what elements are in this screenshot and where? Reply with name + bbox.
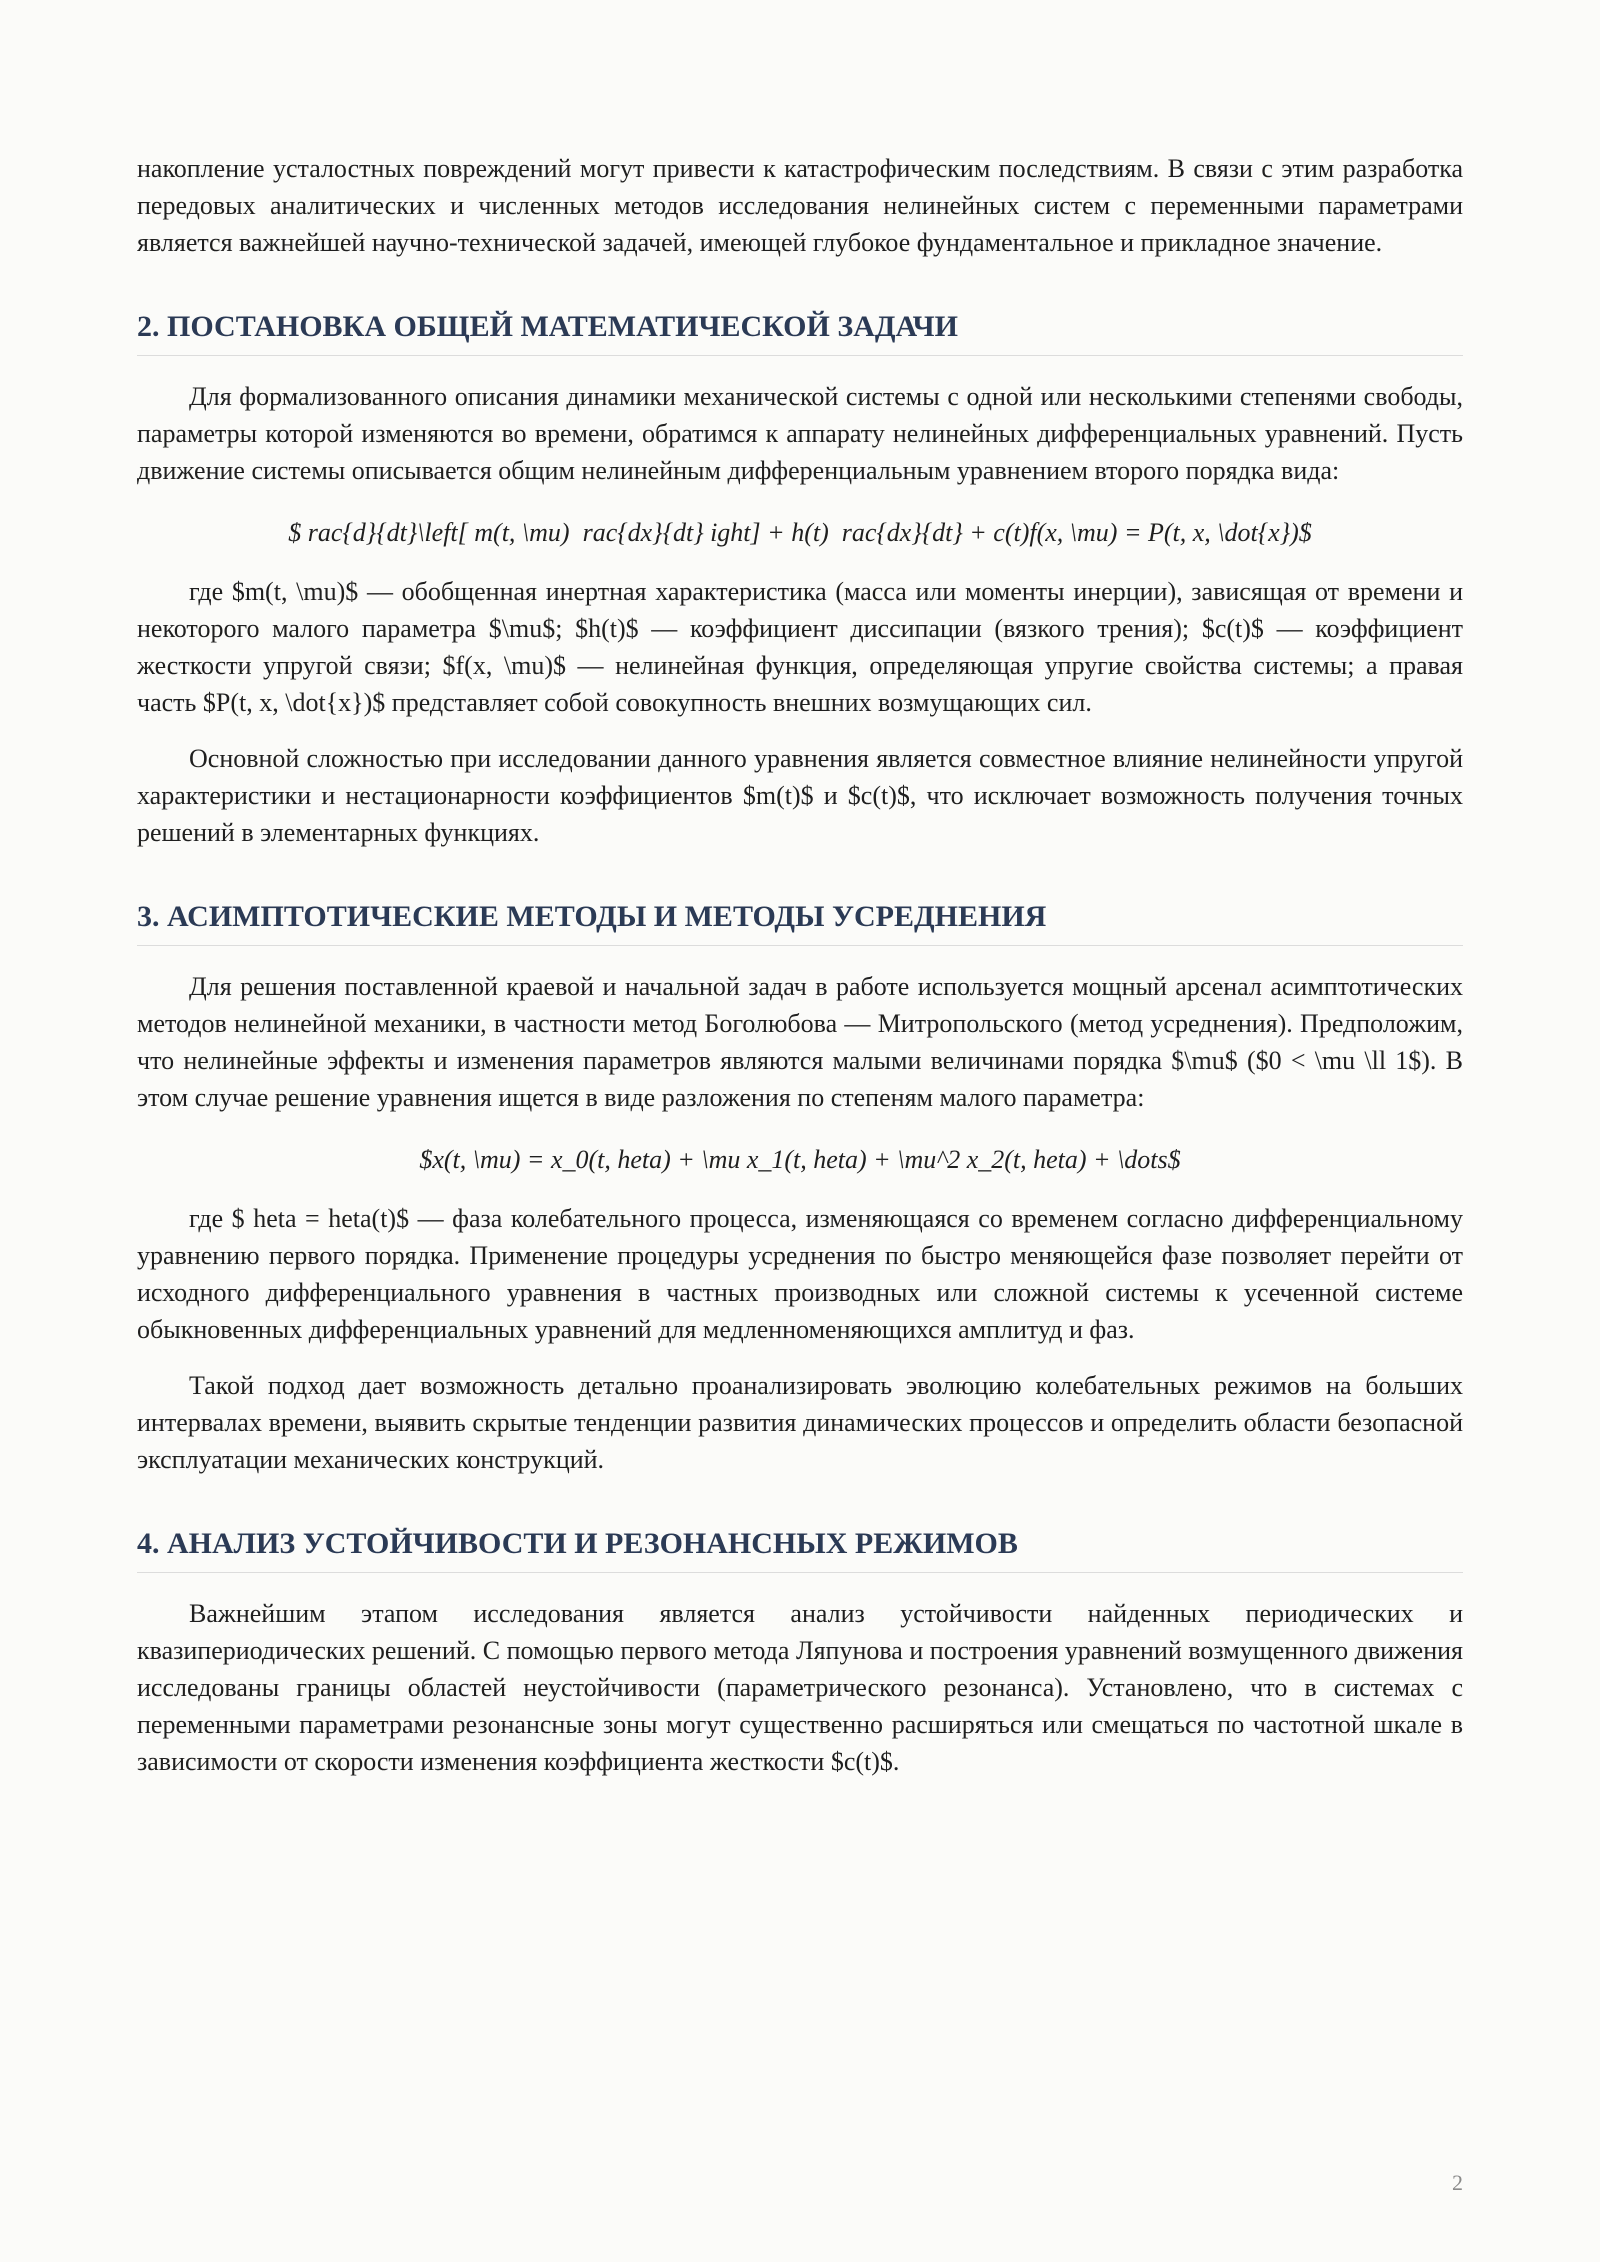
intro-paragraph: накопление усталостных повреждений могут привести к катастрофическим последствиям. В связи с этим разработка передовых аналитических и численных методов исследования нелинейных систем с переменными параметрами является важнейшей научно-технической задачей, имеющей глубокое фундаментальное и прикладное значение. — [137, 154, 1463, 257]
page-number: 2 — [1452, 2170, 1463, 2195]
spacer — [137, 851, 1463, 897]
spacer — [137, 1478, 1463, 1524]
document-page — [137, 150, 1463, 1780]
section-3-formula: $x(t, \mu) = x_0(t, heta) + \mu x_1(t, heta) + \mu^2 x_2(t, heta) + \dots$ — [419, 1145, 1181, 1174]
section-2-paragraph-1: Для формализованного описания динамики механической системы с одной или несколькими степенями свободы, параметры которой изменяются во времени, обратимся к аппарату нелинейных дифференциальных уравнений. Пусть движение системы описывается общим нелинейным дифференциальным уравнением второго порядка вида: — [137, 382, 1463, 485]
section-4-heading: 4. АНАЛИЗ УСТОЙЧИВОСТИ И РЕЗОНАНСНЫХ РЕЖИМОВ — [137, 1524, 1463, 1573]
section-4-paragraph-1: Важнейшим этапом исследования является анализ устойчивости найденных периодических и квазипериодических решений. С помощью первого метода Ляпунова и построения уравнений возмущенного движения исследованы границы областей неустойчивости (параметрического резонанса). Установлено, что в системах с переменными параметрами резонансные зоны могут существенно расширяться или смещаться по частотной шкале в зависимости от скорости изменения коэффициента жесткости $c(t)$. — [137, 1599, 1463, 1776]
section-3-paragraph-3: Такой подход дает возможность детально проанализировать эволюцию колебательных режимов на больших интервалах времени, выявить скрытые тенденции развития динамических процессов и определить области безопасной эксплуатации механических конструкций. — [137, 1371, 1463, 1474]
section-3-heading: 3. АСИМПТОТИЧЕСКИЕ МЕТОДЫ И МЕТОДЫ УСРЕДНЕНИЯ — [137, 897, 1463, 946]
section-2-paragraph-2: где $m(t, \mu)$ — обобщенная инертная характеристика (масса или моменты инерции), зависящая от времени и некоторого малого параметра $\mu$; $h(t)$ — коэффициент диссипации (вязкого трения); $c(t)$ — коэффициент жесткости упругой связи; $f(x, \mu)$ — нелинейная функция, определяющая упругие свойства системы; а правая часть $P(t, x, \dot{x})$ представляет собой совокупность внешних возмущающих сил. — [137, 577, 1463, 717]
section-2-paragraph-3: Основной сложностью при исследовании данного уравнения является совместное влияние нелинейности упругой характеристики и нестационарности коэффициентов $m(t)$ и $c(t)$, что исключает возможность получения точных решений в элементарных функциях. — [137, 744, 1463, 847]
section-2-heading: 2. ПОСТАНОВКА ОБЩЕЙ МАТЕМАТИЧЕСКОЙ ЗАДАЧИ — [137, 307, 1463, 356]
spacer — [137, 261, 1463, 307]
section-3-paragraph-2: где $ heta = heta(t)$ — фаза колебательного процесса, изменяющаяся со временем согласно дифференциальному уравнению первого порядка. Применение процедуры усреднения по быстро меняющейся фазе позволяет перейти от исходного дифференциального уравнения в частных производных или сложной системы к усеченной системе обыкновенных дифференциальных уравнений для медленноменяющихся амплитуд и фаз. — [137, 1204, 1463, 1344]
section-2-formula: $ rac{d}{dt}\left[ m(t, \mu) rac{dx}{dt} ight] + h(t) rac{dx}{dt} + c(t)f(x, \mu) = P(t, x, \dot{x})$ — [288, 518, 1312, 547]
section-3-paragraph-1: Для решения поставленной краевой и начальной задач в работе используется мощный арсенал асимптотических методов нелинейной механики, в частности метод Боголюбова — Митропольского (метод усреднения). Предположим, что нелинейные эффекты и изменения параметров являются малыми величинами порядка $\mu$ ($0 < \mu \ll 1$). В этом случае решение уравнения ищется в виде разложения по степеням малого параметра: — [137, 972, 1463, 1112]
